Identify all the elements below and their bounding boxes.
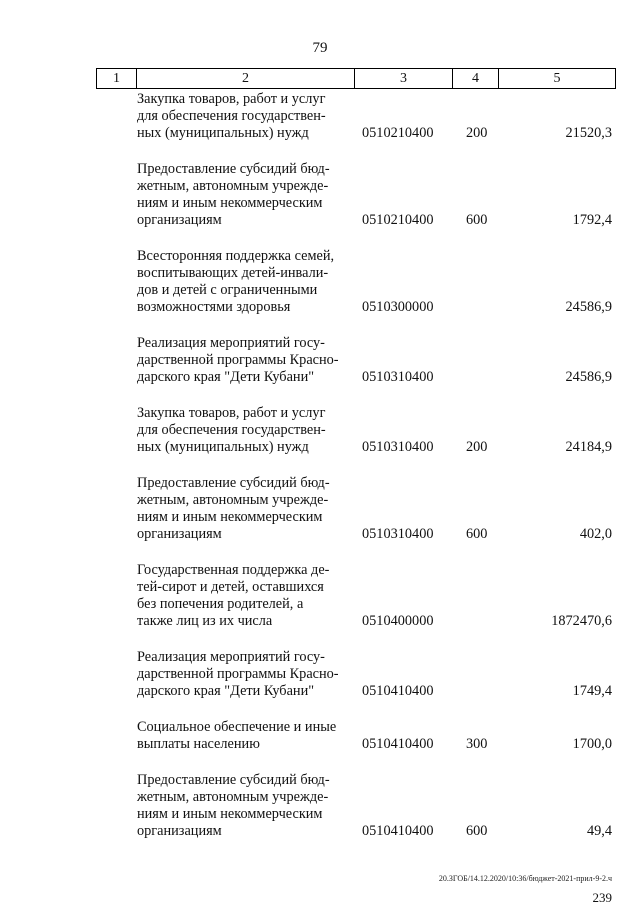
header-col-1: 1: [97, 69, 137, 88]
table-row: [0, 161, 640, 229]
row-description: [137, 772, 355, 840]
header-col-4: 4: [453, 69, 499, 88]
row-code: 0510210400: [362, 125, 434, 141]
table-row: [0, 91, 640, 142]
row-amount: 1749,4: [572, 683, 612, 699]
row-code: 0510310400: [362, 526, 434, 542]
row-description-line: Предоставление субсидий бюд-: [137, 475, 330, 491]
row-description-line: ниям и иным некоммерческим: [137, 195, 323, 211]
row-code: 0510310400: [362, 439, 434, 455]
header-col-5: 5: [553, 71, 561, 86]
row-expense-type: 600: [466, 526, 488, 542]
table-row: [0, 335, 640, 386]
table-row: [0, 772, 640, 840]
row-description: [137, 161, 355, 229]
row-description-line: дарственной программы Красно-: [137, 352, 339, 368]
footer-page-number: 239: [592, 890, 612, 905]
row-description-line: Реализация мероприятий госу-: [137, 649, 325, 665]
row-amount: 24586,9: [565, 299, 612, 315]
page-number: 79: [312, 40, 328, 56]
row-description: [137, 649, 355, 700]
row-amount: 1792,4: [572, 212, 612, 228]
row-code: 0510300000: [362, 299, 434, 315]
row-description-line: организациям: [137, 526, 222, 542]
row-description-line: Реализация мероприятий госу-: [137, 335, 325, 351]
row-amount: 1872470,6: [551, 613, 612, 629]
row-description: [137, 248, 355, 316]
row-description-line: дарского края "Дети Кубани": [137, 683, 315, 699]
header-col-2: 2: [137, 69, 355, 88]
row-description: [137, 562, 355, 630]
table-row: [0, 475, 640, 543]
table-body: [0, 91, 640, 859]
row-expense-type: 600: [466, 823, 488, 839]
row-description-line: воспитывающих детей-инвали-: [137, 265, 329, 281]
row-expense-type: 200: [466, 125, 488, 141]
row-description-line: жетным, автономным учрежде-: [137, 789, 329, 805]
row-description-line: Закупка товаров, работ и услуг: [137, 405, 326, 421]
row-code: 0510410400: [362, 823, 434, 839]
row-description: [137, 475, 355, 543]
row-description-line: организациям: [137, 212, 222, 228]
row-description-line: без попечения родителей, а: [137, 596, 304, 612]
table-row: [0, 649, 640, 700]
row-description-line: Социальное обеспечение и иные: [137, 719, 337, 735]
row-expense-type: 300: [466, 736, 488, 752]
row-description-line: также лиц из их числа: [137, 613, 273, 629]
row-description-line: Предоставление субсидий бюд-: [137, 772, 330, 788]
table-row: [0, 248, 640, 316]
row-amount: 49,4: [586, 823, 612, 839]
footer-reference: 20.ЗГОБ/14.12.2020/10:36/бюджет-2021-прил-9-2.ч: [438, 874, 612, 883]
row-description-line: тей-сирот и детей, оставшихся: [137, 579, 324, 595]
table-row: [0, 562, 640, 630]
row-code: 0510210400: [362, 212, 434, 228]
row-code: 0510400000: [362, 613, 434, 629]
row-description-line: для обеспечения государствен-: [137, 422, 326, 438]
row-description-line: Всесторонняя поддержка семей,: [137, 248, 335, 264]
table-row: [0, 405, 640, 456]
row-code: 0510410400: [362, 683, 434, 699]
row-expense-type: 600: [466, 212, 488, 228]
row-amount: 21520,3: [565, 125, 612, 141]
row-description-line: возможностями здоровья: [137, 299, 291, 315]
row-description-line: Государственная поддержка де-: [137, 562, 330, 578]
row-description-line: ных (муниципальных) нужд: [137, 125, 309, 141]
row-description: [137, 335, 355, 386]
row-description-line: дарственной программы Красно-: [137, 666, 339, 682]
table-header: [96, 68, 616, 89]
row-description-line: ных (муниципальных) нужд: [137, 439, 309, 455]
row-description: [137, 91, 355, 142]
row-description-line: дов и детей с ограниченными: [137, 282, 318, 298]
row-amount: 1700,0: [572, 736, 612, 752]
row-description-line: для обеспечения государствен-: [137, 108, 326, 124]
row-amount: 24184,9: [565, 439, 612, 455]
header-col-3: 3: [355, 69, 453, 88]
row-description: [137, 405, 355, 456]
row-description-line: жетным, автономным учрежде-: [137, 178, 329, 194]
row-description-line: Предоставление субсидий бюд-: [137, 161, 330, 177]
row-expense-type: 200: [466, 439, 488, 455]
row-amount: 24586,9: [565, 369, 612, 385]
row-description-line: организациям: [137, 823, 222, 839]
row-description: [137, 719, 355, 753]
row-description-line: жетным, автономным учрежде-: [137, 492, 329, 508]
row-description-line: дарского края "Дети Кубани": [137, 369, 315, 385]
table-row: [0, 719, 640, 753]
row-description-line: выплаты населению: [137, 736, 260, 752]
row-description-line: Закупка товаров, работ и услуг: [137, 91, 326, 107]
row-description-line: ниям и иным некоммерческим: [137, 509, 323, 525]
row-amount: 402,0: [579, 526, 612, 542]
row-code: 0510310400: [362, 369, 434, 385]
row-description-line: ниям и иным некоммерческим: [137, 806, 323, 822]
row-code: 0510410400: [362, 736, 434, 752]
